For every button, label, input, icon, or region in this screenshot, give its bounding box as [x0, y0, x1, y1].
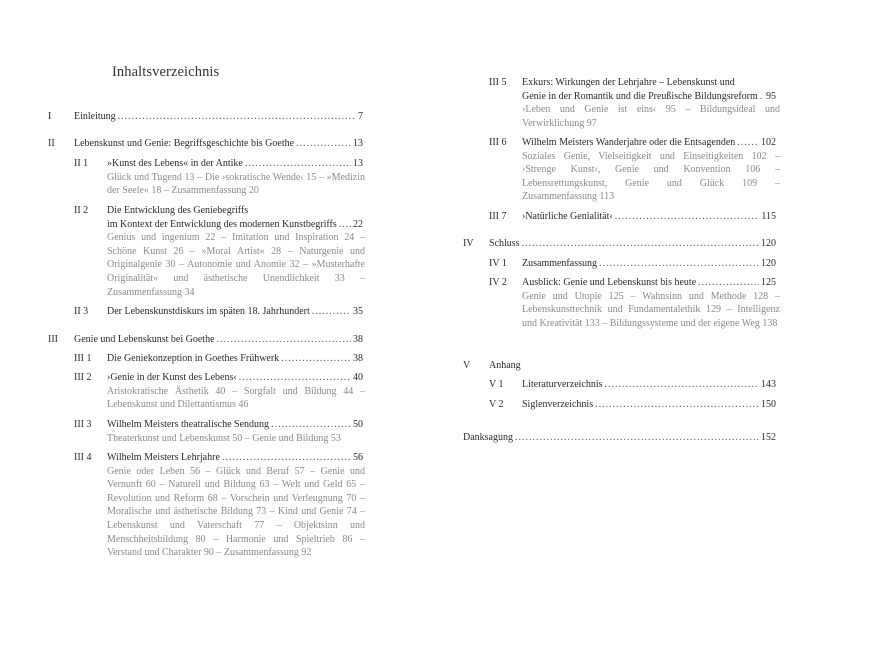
toc-link[interactable] — [107, 218, 363, 232]
section-title: Wilhelm Meisters Lehrjahre — [107, 452, 220, 463]
section-number: II — [48, 138, 55, 149]
section-number: IV 1 — [489, 258, 507, 269]
section-number: III 5 — [489, 77, 507, 88]
toc-link[interactable] — [107, 305, 363, 319]
section-title-line1: Die Entwicklung des Geniebegriffs — [107, 205, 249, 216]
toc-entry — [463, 210, 778, 224]
page-number: 120 — [761, 258, 776, 269]
toc-link[interactable] — [107, 157, 363, 171]
section-number: II 2 — [74, 205, 89, 216]
subsection-summary: Glück und Tugend 13 – Die ›sokratische Wende‹ 15 – »Medizin der Seele« 18 – Zusammenfassung 20 — [107, 171, 365, 197]
dot-leader — [605, 378, 759, 392]
section-title: Wilhelm Meisters theatralische Sendung — [107, 419, 270, 430]
toc-entry — [463, 257, 778, 271]
subsection-summary: Soziales Genie, Vielseitigkeit und Einseitigkeiten 102 – ›Strenge Kunst‹, Genie und Konvention 106 – Lebensrettungskunst, Genie und Glück 109 – Zusammenfassung 113 — [522, 150, 780, 203]
section-number: III 2 — [74, 372, 92, 383]
page-number: 95 — [766, 90, 776, 102]
dot-leader — [737, 136, 759, 150]
subsection-summary: Aristokratische Ästhetik 40 – Sorgfalt und Bildung 44 – Lebenskunst und Dilettantismus 46 — [107, 385, 365, 411]
page-number: 152 — [761, 432, 776, 443]
dot-leader — [595, 398, 759, 412]
dot-leader — [118, 110, 356, 124]
toc-entry — [48, 204, 363, 299]
toc-link[interactable] — [489, 359, 776, 373]
page-number: 38 — [353, 353, 363, 364]
dot-leader — [296, 137, 351, 151]
toc-link[interactable] — [107, 451, 363, 465]
dot-leader — [599, 257, 759, 271]
section-title: Danksagung — [463, 432, 513, 443]
toc-link[interactable] — [74, 110, 363, 124]
dot-leader — [615, 210, 760, 224]
toc-entry — [463, 237, 778, 251]
toc-entry — [463, 431, 778, 445]
page-number: 102 — [761, 137, 776, 148]
section-title: Genie in der Romantik und die Preußische Bildungsreform — [522, 90, 758, 102]
section-number: III 3 — [74, 419, 92, 430]
page-number: 56 — [353, 452, 363, 463]
dot-leader — [698, 276, 759, 290]
dot-leader — [222, 451, 351, 465]
page-number: 120 — [761, 238, 776, 249]
page-number: 35 — [353, 306, 363, 317]
page-number: 22 — [353, 218, 363, 230]
section-title: ›Natürliche Genialität‹ — [522, 211, 613, 222]
page-number: 125 — [761, 277, 776, 288]
section-number: V 1 — [489, 379, 504, 390]
dot-leader — [339, 218, 351, 232]
dot-leader — [217, 333, 351, 347]
toc-link[interactable] — [522, 136, 776, 150]
toc-link[interactable] — [107, 371, 363, 385]
toc-entry — [463, 398, 778, 412]
toc-entry — [48, 157, 363, 198]
dot-leader — [239, 371, 351, 385]
subsection-summary: ›Leben und Genie ist eins‹ 95 – Bildungsideal und Verwirklichung 97 — [522, 104, 780, 129]
toc-link[interactable] — [74, 137, 363, 151]
subsection-summary: Genius und ingenium 22 – Imitation und Inspiration 24 – Schöne Kunst 26 – »Moral Artist« 28 – Naturgenie und Originalgenie 30 – Autonomie und Anomie 32 – »Musterhafte Originalität« und ästhetische Unendlichkeit 33 – Zusammenfassung 34 — [107, 232, 365, 298]
section-number: III 1 — [74, 353, 92, 364]
toc-entry — [48, 333, 363, 347]
toc-link[interactable] — [522, 276, 776, 290]
page-number: 50 — [353, 419, 363, 430]
subsection-summary: Theaterkunst und Lebenskunst 50 – Genie und Bildung 53 — [107, 432, 341, 444]
toc-entry — [463, 378, 778, 392]
dot-leader — [281, 352, 351, 366]
dot-leader — [760, 90, 764, 104]
section-number: I — [48, 111, 52, 122]
section-title: Der Lebenskunstdiskurs im späten 18. Jahrhundert — [107, 306, 310, 317]
section-number: IV — [463, 238, 474, 249]
section-number: III — [48, 334, 58, 345]
toc-entry — [463, 276, 778, 330]
section-title: Einleitung — [74, 111, 116, 122]
toc-link[interactable] — [107, 418, 363, 432]
toc-entry — [48, 137, 363, 151]
section-number: II 1 — [74, 158, 89, 169]
toc-link[interactable] — [522, 257, 776, 271]
section-title: Genie und Lebenskunst bei Goethe — [74, 334, 215, 345]
toc-link[interactable] — [522, 210, 776, 224]
toc-entry — [48, 371, 363, 412]
section-number: II 3 — [74, 306, 89, 317]
section-title: Wilhelm Meisters Wanderjahre oder die Entsagenden — [522, 137, 736, 148]
dot-leader — [271, 418, 351, 432]
page-number: 13 — [353, 158, 363, 169]
section-title: »Kunst des Lebens« in der Antike — [107, 158, 243, 169]
dot-leader — [515, 431, 759, 445]
section-title: Schluss — [489, 238, 520, 249]
toc-link[interactable] — [522, 398, 776, 412]
section-title: Siglenverzeichnis — [522, 399, 594, 410]
page-number: 40 — [353, 372, 363, 383]
page-number: 7 — [358, 111, 363, 122]
page-number: 38 — [353, 334, 363, 345]
page-number: 115 — [761, 211, 776, 222]
toc-link[interactable] — [489, 237, 776, 251]
section-number: V 2 — [489, 399, 504, 410]
section-title: Die Geniekonzeption in Goethes Frühwerk — [107, 353, 280, 364]
section-number: V — [463, 360, 471, 371]
toc-entry — [48, 352, 363, 366]
page-title: Inhaltsverzeichnis — [112, 64, 220, 80]
dot-leader — [522, 237, 759, 251]
toc-entry — [463, 136, 778, 204]
toc-link[interactable] — [463, 431, 776, 445]
toc-entry — [48, 451, 363, 560]
toc-link[interactable] — [74, 333, 363, 347]
section-title: Zusammenfassung — [522, 258, 597, 269]
toc-link[interactable] — [107, 352, 363, 366]
toc-entry — [463, 76, 778, 130]
dot-leader — [245, 157, 351, 171]
section-title: ›Genie in der Kunst des Lebens‹ — [107, 372, 237, 383]
toc-link[interactable] — [522, 90, 776, 104]
dot-leader — [312, 305, 351, 319]
page-number: 143 — [761, 379, 776, 390]
section-number: III 4 — [74, 452, 92, 463]
section-title: Literaturverzeichnis — [522, 379, 603, 390]
toc-entry — [463, 359, 778, 373]
section-number: IV 2 — [489, 277, 507, 288]
page-number: 150 — [761, 399, 776, 410]
toc-entry — [48, 418, 363, 445]
section-title: Lebenskunst und Genie: Begriffsgeschichte bis Goethe — [74, 138, 295, 149]
section-title-line1: Exkurs: Wirkungen der Lehrjahre – Lebenskunst und — [522, 77, 735, 88]
toc-entry — [48, 110, 363, 124]
subsection-summary: Genie und Utopie 125 – Wahnsinn und Methode 128 – Lebenskunsttechnik und Fundamentalethik 129 – Intelligenz und Kreativität 133 – Bildungssysteme und der eigene Weg 138 — [522, 290, 780, 329]
section-title: im Kontext der Entwicklung des modernen Kunstbegriffs — [107, 218, 337, 230]
section-title: Anhang — [489, 360, 521, 371]
toc-entry — [48, 305, 363, 319]
page-number: 13 — [353, 138, 363, 149]
toc-link[interactable] — [522, 378, 776, 392]
section-title: Ausblick: Genie und Lebenskunst bis heute — [522, 277, 697, 288]
subsection-summary: Genie oder Leben 56 – Glück und Beruf 57 – Genie und Vernunft 60 – Naturell und Bildung 63 – Welt und Geld 65 – Revolution und Reform 68 – Vorschein und Verleugnung 70 – Moralische und ästhetische Bildung 73 – Kind und Genie 74 – Lebenskunst und Vaterschaft 77 – Objektsinn und Menschheitsbildung 80 – Harmonie und Spieltrieb 86 – Verstand und Charakter 90 – Zusammenfassung 92 — [107, 465, 365, 559]
section-number: III 6 — [489, 137, 507, 148]
section-number: III 7 — [489, 211, 507, 222]
